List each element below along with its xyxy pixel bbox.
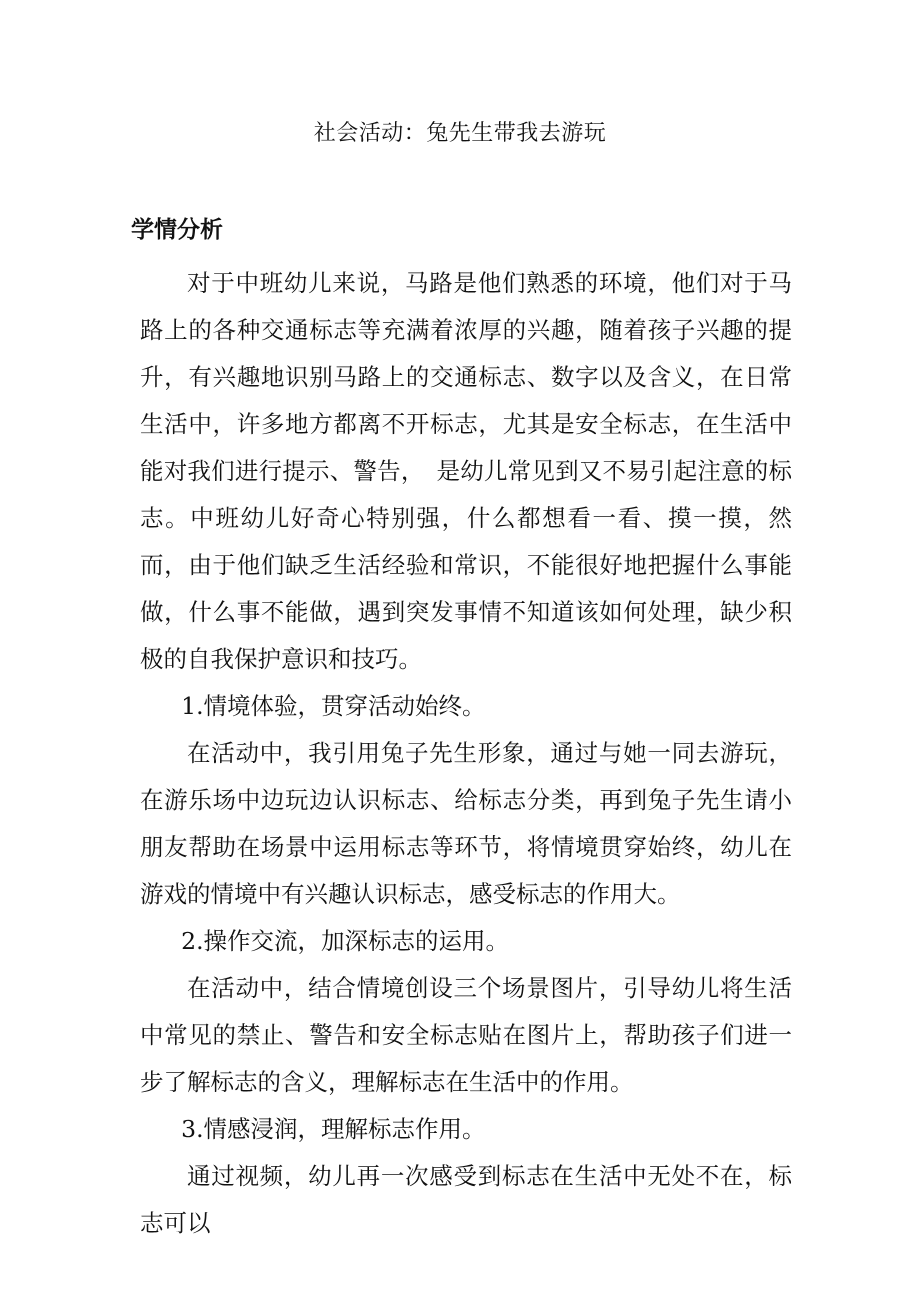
paragraph-item-2: 在活动中，结合情境创设三个场景图片，引导幼儿将生活中常见的禁止、警告和安全标志贴在图片上，帮助孩子们进一步了解标志的含义，理解标志在生活中的作用。 bbox=[140, 974, 792, 1096]
list-item-heading-2: 2.操作交流，加深标志的运用。 bbox=[181, 927, 510, 955]
section-heading: 学情分析 bbox=[131, 217, 223, 243]
list-item-heading-1: 1.情境体验，贯穿活动始终。 bbox=[181, 692, 486, 720]
paragraph-item-3: 通过视频，幼儿再一次感受到标志在生活中无处不在，标志可以 bbox=[140, 1162, 792, 1237]
list-item-heading-3: 3.情感浸润，理解标志作用。 bbox=[181, 1115, 486, 1143]
paragraph-analysis: 对于中班幼儿来说，马路是他们熟悉的环境，他们对于马路上的各种交通标志等充满着浓厚的兴趣，随着孩子兴趣的提升，有兴趣地识别马路上的交通标志、数字以及含义，在日常生活中，许多地方都离不开标志，尤其是安全标志，在生活中能对我们进行提示、警告， 是幼儿常见到又不易引起注意的标志。中班幼儿好奇心特别强，什么都想看一看、摸一摸，然而，由于他们缺乏生活经验和常识，不能很好地把握什么事能做，什么事不能做，遇到突发事情不知道该如何处理，缺少积极的自我保护意识和技巧。 bbox=[140, 269, 792, 673]
document-body bbox=[140, 260, 792, 1247]
paragraph-item-1: 在活动中，我引用兔子先生形象，通过与她一同去游玩，在游乐场中边玩边认识标志、给标志分类，再到兔子先生请小朋友帮助在场景中运用标志等环节，将情境贯穿始终，幼儿在游戏的情境中有兴趣认识标志，感受标志的作用大。 bbox=[140, 739, 792, 908]
document-title: 社会活动：兔先生带我去游玩 bbox=[313, 121, 607, 146]
